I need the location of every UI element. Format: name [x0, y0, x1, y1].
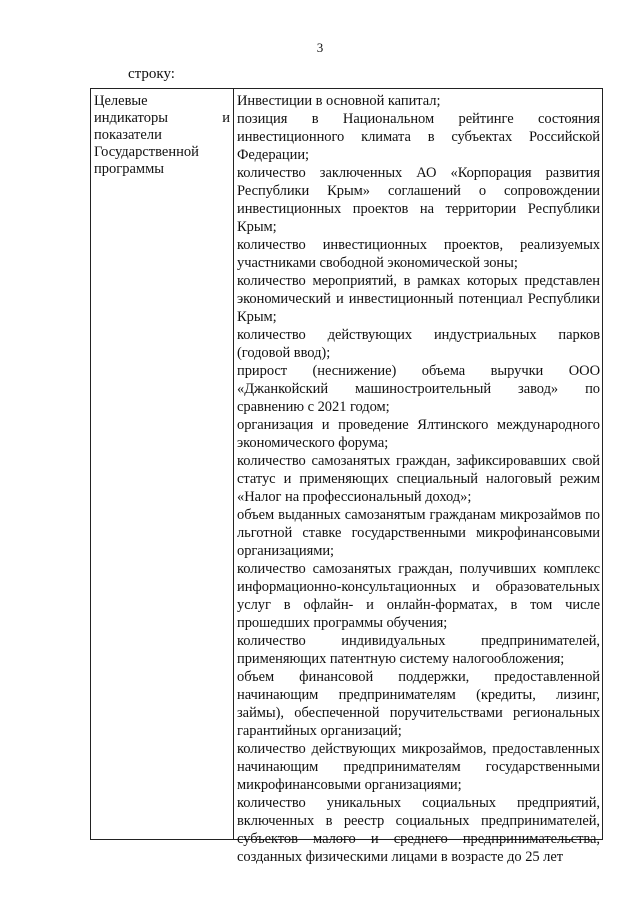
indicator-item: объем выданных самозанятым гражданам микрозаймов по льготной ставке государственными микрофинансовыми организациями; — [237, 507, 600, 559]
label-line-5: программы — [94, 161, 164, 177]
label-line-3: показатели — [94, 127, 162, 143]
indicator-item: количество заключенных АО «Корпорация развития Республики Крым» соглашений о сопровождении инвестиционных проектов на территории Республики Крым; — [237, 165, 600, 235]
label-conjunction: и — [222, 110, 230, 126]
page-number: 3 — [316, 40, 324, 55]
indicator-item: прирост (неснижение) объема выручки ООО «Джанкойский машиностроительный завод» по сравнению с 2021 годом; — [237, 363, 600, 415]
indicator-item: количество действующих индустриальных парков (годовой ввод); — [237, 327, 600, 361]
indicator-item: количество инвестиционных проектов, реализуемых участниками свободной экономической зоны; — [237, 237, 600, 271]
indicator-item: количество мероприятий, в рамках которых представлен экономический и инвестиционный потенциал Республики Крым; — [237, 273, 600, 325]
label-line-4: Государственной — [94, 144, 199, 160]
indicator-item: количество самозанятых граждан, получивших комплекс информационно-консультационных и образовательных услуг в офлайн- и онлайн-форматах, в том числе прошедших программы обучения; — [237, 561, 600, 631]
indicator-item: количество самозанятых граждан, зафиксировавших свой статус и применяющих специальный налоговый режим «Налог на профессиональный доход»; — [237, 453, 600, 505]
indicator-item: количество действующих микрозаймов, предоставленных начинающим предпринимателям государственными микрофинансовыми организациями; — [237, 741, 600, 793]
indicator-item: количество уникальных социальных предприятий, включенных в реестр социальных предпринимателей, субъектов малого и среднего предпринимательства, созданных физическими лицами в возрасте до 25 лет — [237, 795, 600, 865]
indicators-label-cell — [91, 89, 234, 839]
label-line-1: Целевые — [94, 93, 148, 109]
indicator-item: объем финансовой поддержки, предоставленной начинающим предпринимателям (кредиты, лизинг, займы), обеспеченной поручительствами региональных гарантийных организаций; — [237, 669, 600, 739]
indicator-item: Инвестиции в основной капитал; — [237, 93, 441, 109]
label-line-2: индикаторы — [94, 110, 168, 126]
indicators-table — [90, 88, 603, 865]
indicators-list-cell — [234, 89, 602, 865]
indicator-item: количество индивидуальных предпринимателей, применяющих патентную систему налогообложения; — [237, 633, 600, 667]
indicator-item: организация и проведение Ялтинского международного экономического форума; — [237, 417, 600, 451]
indicator-item: позиция в Национальном рейтинге состояния инвестиционного климата в субъектах Российской Федерации; — [237, 111, 600, 163]
label-line-2-row — [94, 110, 230, 127]
intro-text: строку: — [128, 66, 175, 82]
